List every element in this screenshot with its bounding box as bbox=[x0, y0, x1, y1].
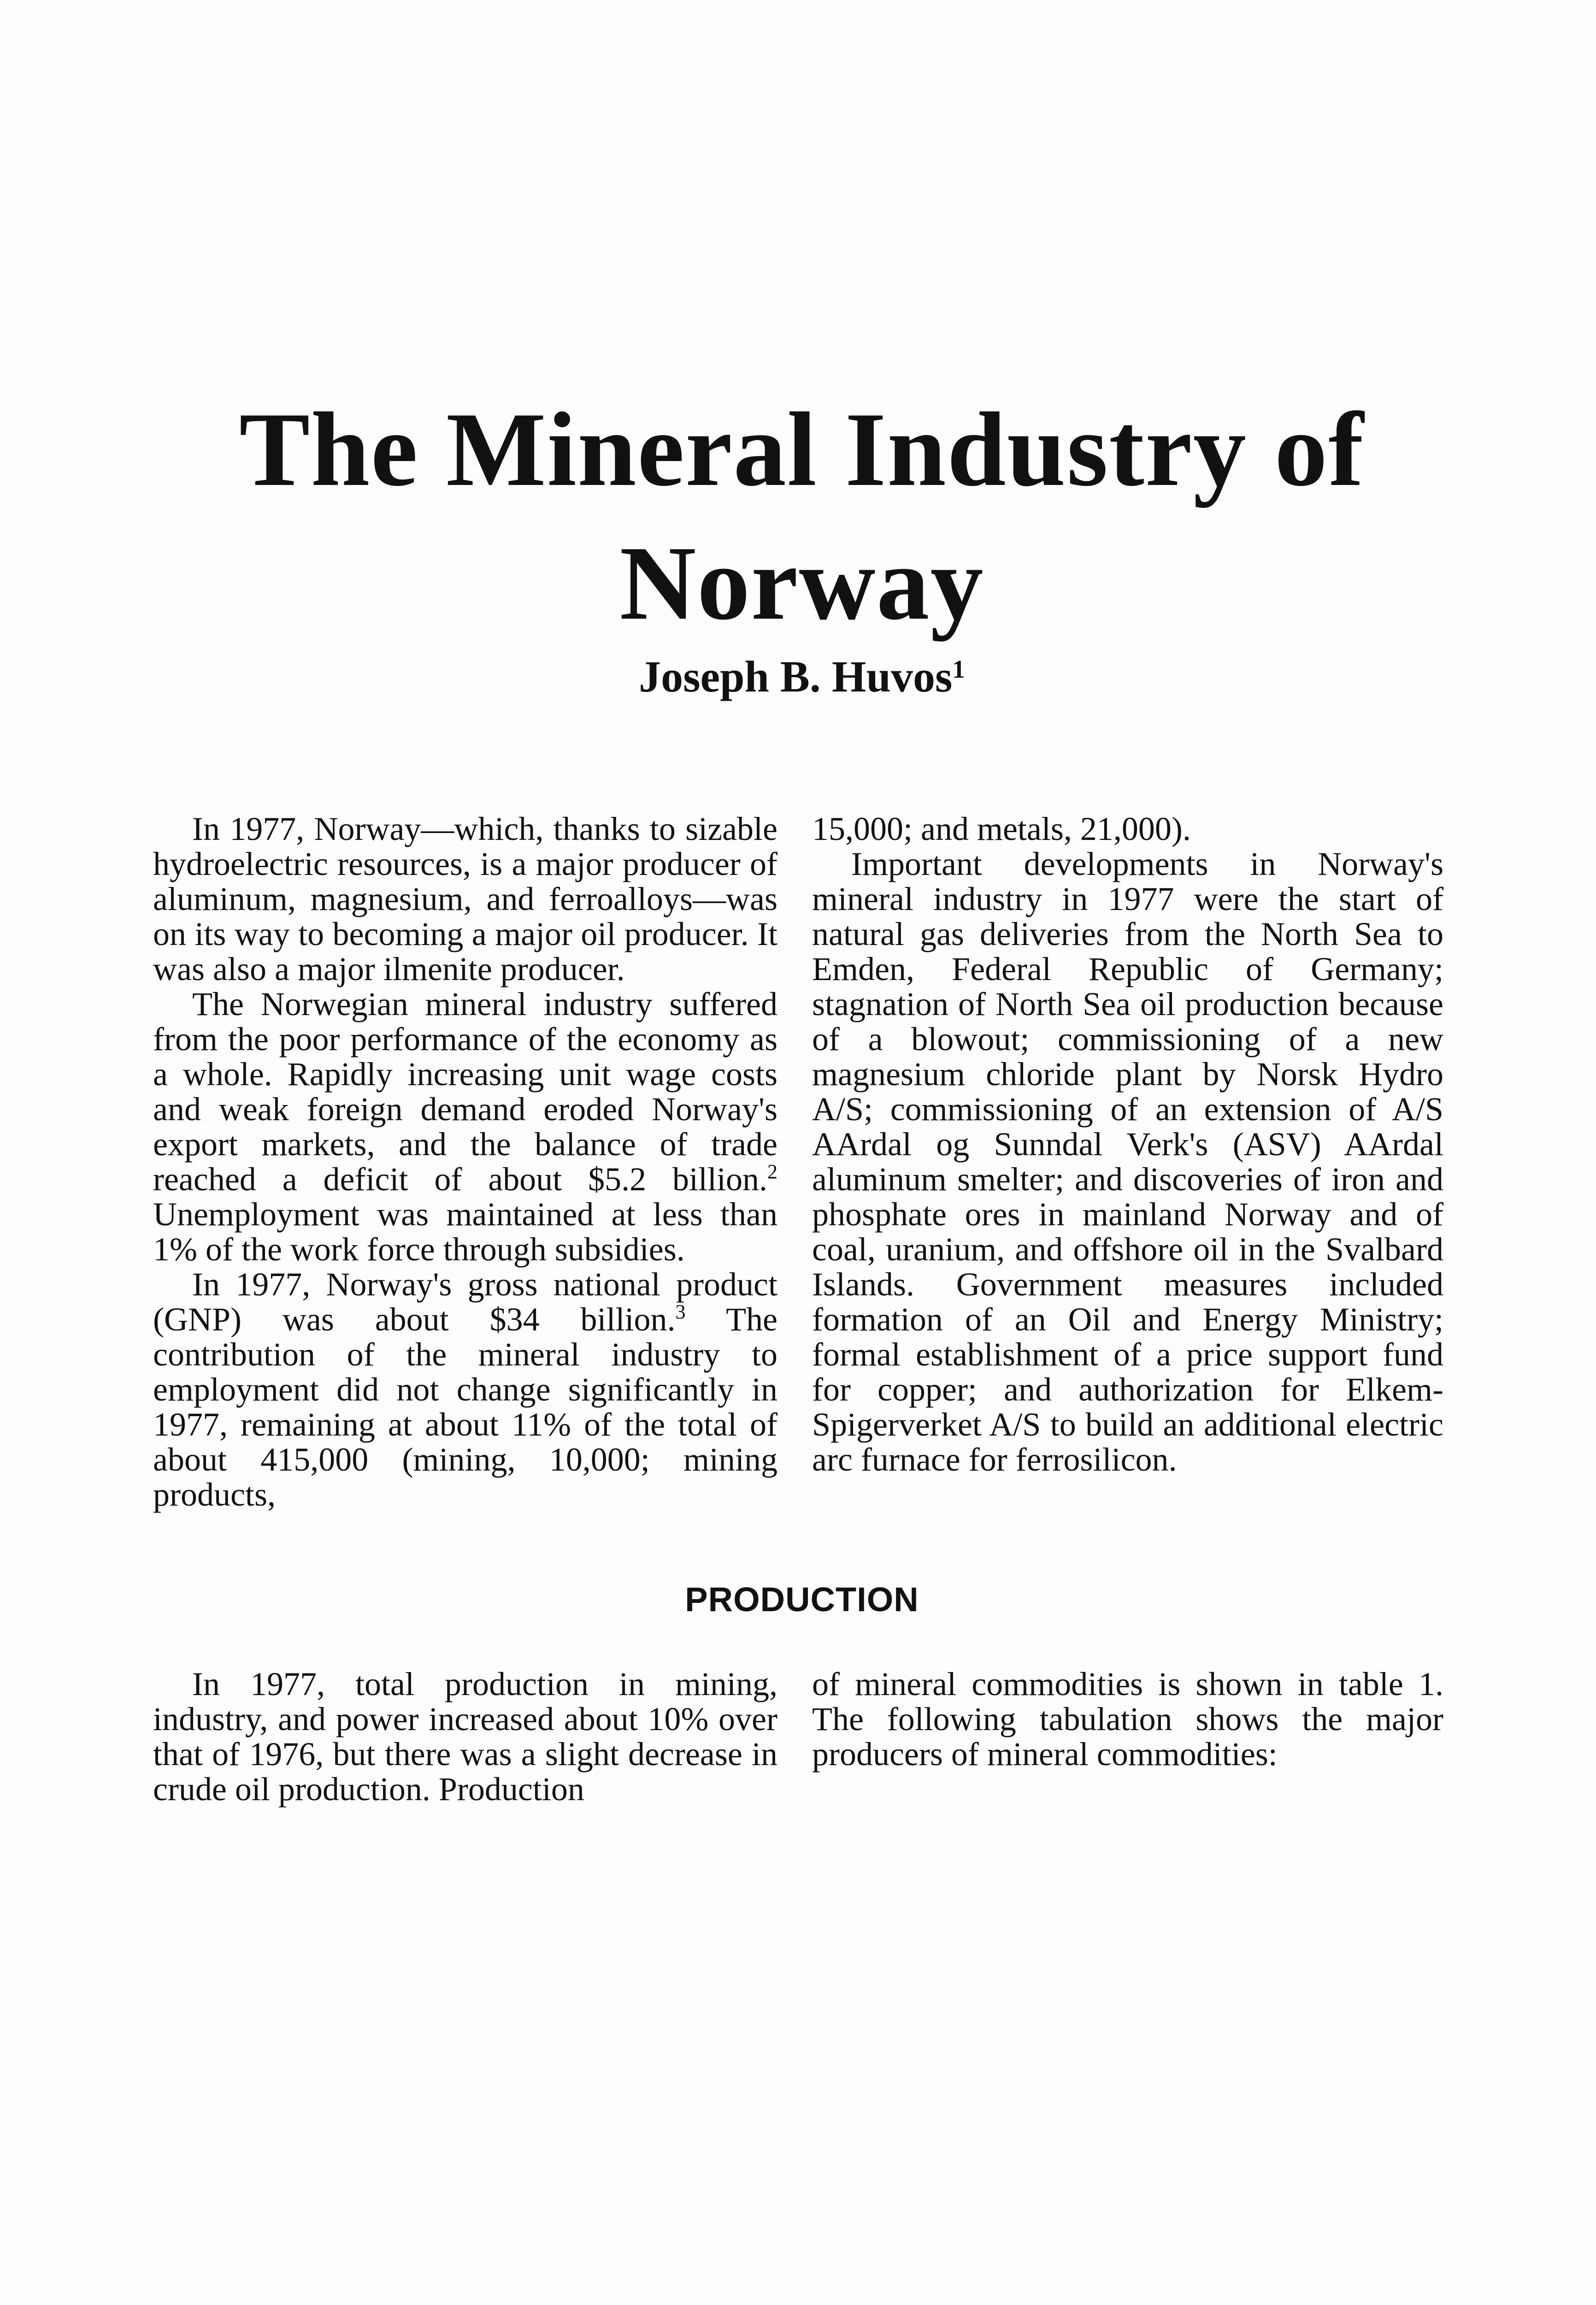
intro-paragraph-3 bbox=[153, 1267, 777, 1512]
production-right-column bbox=[812, 1667, 1443, 1772]
intro-paragraph-3-text-b: The contribution of the mineral industry to employment did not change significantly in 1977, remaining at about 11% of the total of about 415,000 (mining, 10,000; mining products, bbox=[153, 1301, 778, 1513]
intro-right-column bbox=[812, 811, 1443, 1477]
production-paragraph-1-continued: of mineral commodities is shown in table 1. The following tabulation shows the major producers of mineral commodities: bbox=[812, 1666, 1443, 1773]
intro-paragraph-1: In 1977, Norway—which, thanks to sizable hydroelectric resources, is a major producer of aluminum, magnesium, and ferroalloys—was on its way to becoming a major oil producer. It was also a major ilmenite producer. bbox=[153, 810, 777, 987]
intro-paragraph-2-text-b: Unemployment was maintained at less than 1% of the work force through subsidies. bbox=[153, 1196, 777, 1268]
article-title-line-1: The Mineral Industry of bbox=[239, 390, 1365, 508]
section-heading-production: PRODUCTION bbox=[685, 1580, 919, 1619]
production-left-column bbox=[153, 1667, 777, 1807]
intro-paragraph-3-continued: 15,000; and metals, 21,000). bbox=[812, 810, 1191, 847]
intro-paragraph-3-text-a: In 1977, Norway's gross national product (GNP) was about $34 billion. bbox=[153, 1266, 777, 1338]
article-title-line-2: Norway bbox=[619, 524, 984, 642]
author-name: Joseph B. Huvos bbox=[639, 652, 953, 701]
author-footnote-marker: 1 bbox=[952, 655, 965, 683]
production-paragraph-1: In 1977, total production in mining, industry, and power increased about 10% over that of 1976, but there was a slight decrease in crude oil production. Production bbox=[153, 1666, 777, 1808]
intro-paragraph-2-text-a: The Norwegian mineral industry suffered from the poor performance of the economy as a whole. Rapidly increasing unit wage costs and weak foreign demand eroded Norway's export markets, and the balance of trade reached a deficit of about $5.2 billion. bbox=[153, 986, 777, 1198]
article-title bbox=[138, 383, 1466, 650]
author-byline bbox=[138, 649, 1466, 704]
intro-paragraph-4: Important developments in Norway's mineral industry in 1977 were the start of natural gas deliveries from the North Sea to Emden, Federal Republic of Germany; stagnation of North Sea oil production because of a blowout; commissioning of a new magnesium chloride plant by Norsk Hydro A/S; commissioning of an extension of A/S AArdal og Sunndal Verk's (ASV) AArdal aluminum smelter; and discoveries of iron and phosphate ores in mainland Norway and of coal, uranium, and offshore oil in the Svalbard Islands. Government measures included formation of an Oil and Energy Ministry; formal establishment of a price support fund for copper; and authorization for Elkem-Spigerverket A/S to build an additional electric arc furnace for ferrosilicon. bbox=[812, 845, 1443, 1478]
intro-left-column bbox=[153, 811, 777, 1512]
intro-paragraph-2 bbox=[153, 987, 777, 1267]
footnote-marker-2: 2 bbox=[767, 1160, 777, 1183]
footnote-marker-3: 3 bbox=[675, 1300, 686, 1323]
